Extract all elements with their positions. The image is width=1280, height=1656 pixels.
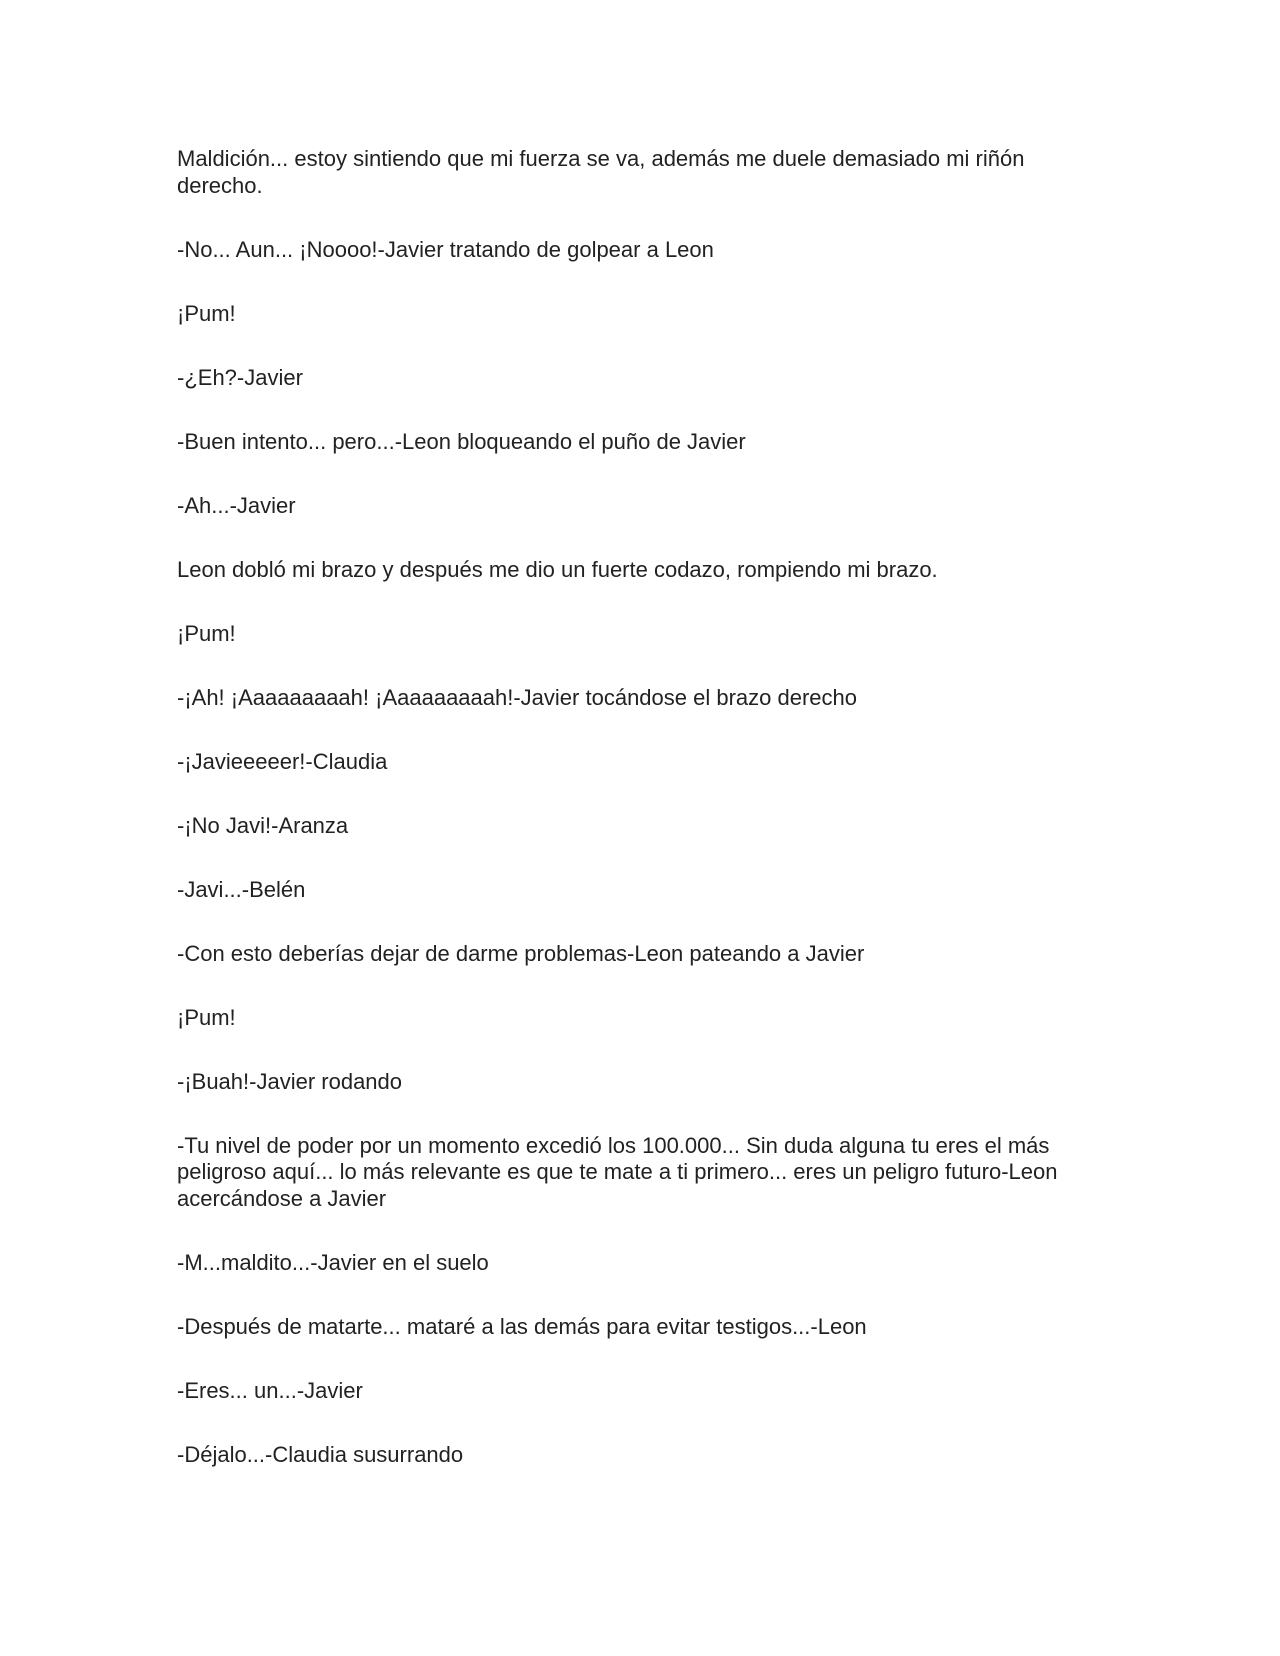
paragraph: ¡Pum! xyxy=(177,1004,236,1030)
paragraph: -No... Aun... ¡Noooo!-Javier tratando de golpear a Leon xyxy=(177,236,714,262)
paragraph: -Con esto deberías dejar de darme problemas-Leon pateando a Javier xyxy=(177,940,865,966)
paragraph: -Ah...-Javier xyxy=(177,492,296,518)
paragraph: -¡No Javi!-Aranza xyxy=(177,812,349,838)
document-text xyxy=(177,146,1107,1506)
paragraph: -Tu nivel de poder por un momento excedió los 100.000... Sin duda alguna tu eres el más peligroso aquí... lo más relevante es que te mate a ti primero... eres un peligro futuro-Leon acercándose a Javier xyxy=(177,1132,1058,1211)
paragraph: -Después de matarte... mataré a las demás para evitar testigos...-Leon xyxy=(177,1313,867,1339)
paragraph: Leon dobló mi brazo y después me dio un fuerte codazo, rompiendo mi brazo. xyxy=(177,556,938,582)
paragraph: -¡Buah!-Javier rodando xyxy=(177,1068,403,1094)
paragraph: -Déjalo...-Claudia susurrando xyxy=(177,1441,464,1467)
paragraph: Maldición... estoy sintiendo que mi fuerza se va, además me duele demasiado mi riñón derecho. xyxy=(177,146,1025,198)
paragraph: -Buen intento... pero...-Leon bloqueando el puño de Javier xyxy=(177,428,746,454)
paragraph: -M...maldito...-Javier en el suelo xyxy=(177,1249,489,1275)
paragraph: ¡Pum! xyxy=(177,300,236,326)
paragraph: -¿Eh?-Javier xyxy=(177,364,303,390)
paragraph: -¡Javieeeeer!-Claudia xyxy=(177,748,388,774)
paragraph: -Eres... un...-Javier xyxy=(177,1377,363,1403)
paragraph: ¡Pum! xyxy=(177,620,236,646)
paragraph: -Javi...-Belén xyxy=(177,876,306,902)
paragraph: -¡Ah! ¡Aaaaaaaaah! ¡Aaaaaaaaah!-Javier tocándose el brazo derecho xyxy=(177,684,858,710)
